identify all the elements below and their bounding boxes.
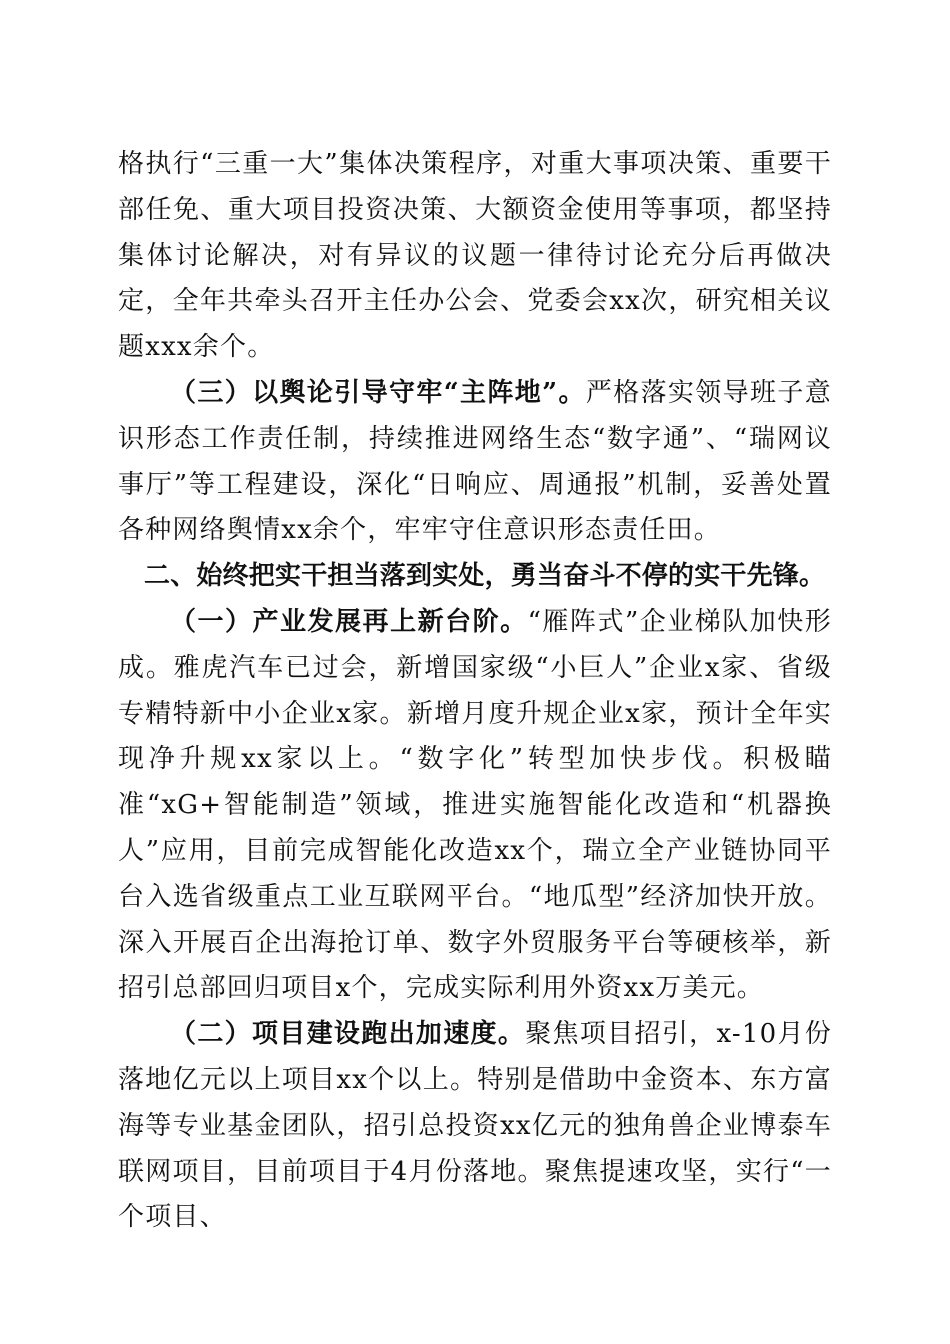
- section-heading-2: 二、始终把实干担当落到实处，勇当奋斗不停的实干先锋。: [144, 561, 826, 592]
- subheading-public-opinion: （三）以舆论引导守牢“主阵地”。: [170, 377, 586, 408]
- paragraph-projects: [118, 1012, 832, 1241]
- paragraph-industry: [118, 600, 832, 1012]
- paragraph-continuation: 格执行“三重一大”集体决策程序，对重大事项决策、重要干部任免、重大项目投资决策、大额资金使用等事项，都坚持集体讨论解决，对有异议的议题一律待讨论充分后再做决定，全年共牵头召开主任办公会、党委会xx次，研究相关议题xxx余个。: [118, 149, 832, 363]
- paragraph-projects-body: 聚焦项目招引，x-10月份落地亿元以上项目xx个以上。特别是借助中金资本、东方富海等专业基金团队，招引总投资xx亿元的独角兽企业博泰车联网项目，目前项目于4月份落地。聚焦提速攻坚，实行“一个项目、: [118, 1019, 832, 1233]
- document-body: [118, 142, 832, 1241]
- paragraph-public-opinion: [118, 371, 832, 554]
- subheading-industry: （一）产业发展再上新台阶。: [170, 606, 528, 637]
- subheading-projects: （二）项目建设跑出加速度。: [170, 1019, 526, 1050]
- paragraph-industry-body: “雁阵式”企业梯队加快形成。雅虎汽车已过会，新增国家级“小巨人”企业x家、省级专精特新中小企业x家。新增月度升规企业x家，预计全年实现净升规xx家以上。“数字化”转型加快步伐。积极瞄准“xG+智能制造”领域，推进实施智能化改造和“机器换人”应用，目前完成智能化改造xx个，瑞立全产业链协同平台入选省级重点工业互联网平台。“地瓜型”经济加快开放。深入开展百企出海抢订单、数字外贸服务平台等硬核举，新招引总部回归项目x个，完成实际利用外资xx万美元。: [118, 606, 833, 1004]
- paragraph-public-opinion-body: 严格落实领导班子意识形态工作责任制，持续推进网络生态“数字通”、“瑞网议事厅”等工程建设，深化“日响应、周通报”机制，妥善处置各种网络舆情xx余个，牢牢守住意识形态责任田。: [118, 377, 832, 546]
